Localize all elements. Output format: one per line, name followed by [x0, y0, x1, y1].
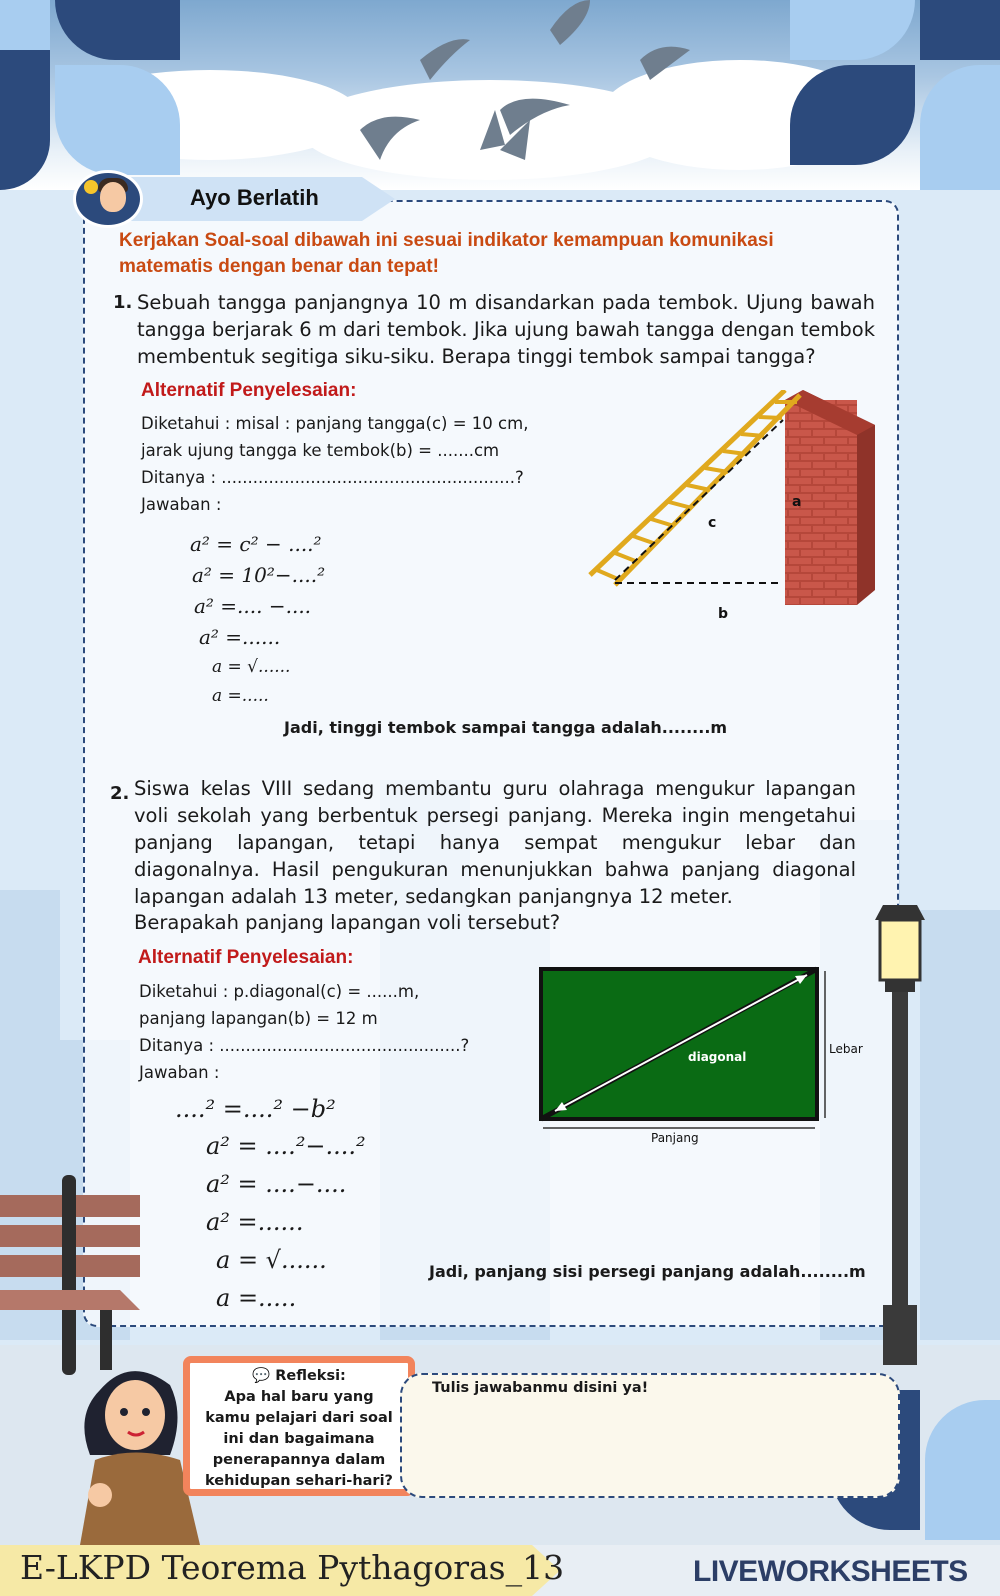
- q1-known2: jarak ujung tangga ke tembok(b) = .......cm: [141, 441, 500, 460]
- q2-alt-title: Alternatif Penyelesaian:: [138, 947, 354, 968]
- q2-known1: Diketahui : p.diagonal(c) = ......m,: [139, 982, 420, 1001]
- q2-conclusion: Jadi, panjang sisi persegi panjang adalah........m: [429, 1262, 866, 1281]
- q1-step: a² = 10²−....²: [192, 563, 326, 587]
- q1-step: a² =.... −....: [194, 594, 312, 618]
- q2-step: a = √......: [216, 1246, 327, 1274]
- liveworksheets-logo: LIVEWORKSHEETS: [693, 1555, 968, 1588]
- reflection-body: Apa hal baru yang kamu pelajari dari soal ini dan bagaimana penerapannya dalam kehidupan sehari-hari?: [205, 1389, 393, 1489]
- q1-step: a = √......: [212, 657, 291, 677]
- label-panjang: Panjang: [651, 1131, 699, 1145]
- label-c: c: [708, 515, 717, 531]
- instruction-text: Kerjakan Soal-soal dibawah ini sesuai indikator kemampuan komunikasi matematis dengan benar dan tepat!: [119, 230, 774, 277]
- q2-asked: Ditanya : ..............................................?: [139, 1036, 470, 1055]
- bench-illustration: [0, 1175, 140, 1375]
- q2-step: a² = ....²−....²: [206, 1132, 366, 1160]
- page-title: Ayo Berlatih: [190, 185, 319, 210]
- q2-answer-label: Jawaban :: [139, 1063, 220, 1082]
- field-figure: [535, 963, 835, 1139]
- reflection-card: [183, 1356, 415, 1496]
- q2-question: Berapakah panjang lapangan voli tersebut?: [134, 911, 561, 934]
- label-diagonal: diagonal: [688, 1050, 747, 1064]
- label-lebar: Lebar: [829, 1042, 863, 1056]
- q2-step: a² =......: [206, 1208, 304, 1236]
- q1-asked: Ditanya : ........................................................?: [141, 468, 524, 487]
- ladder-wall-figure: [585, 390, 875, 620]
- q2-text: Siswa kelas VIII sedang membantu guru olahraga mengukur lapangan voli sekolah yang berbentuk persegi panjang. Mereka ingin mengetahui panjang lapangan, tetapi hanya sempat mengukur lebar dan diagonalnya. Hasil pengukuran menunjukkan bahwa panjang diagonal lapangan adalah 13 meter, sedangkan panjangnya 12 meter.: [134, 777, 856, 908]
- q1-answer-label: Jawaban :: [141, 495, 222, 514]
- q1-step: a =.....: [212, 686, 269, 706]
- reflection-title: 💬 Refleksi:: [252, 1368, 346, 1384]
- q2-step: a² = ....−....: [206, 1170, 347, 1198]
- q1-number: 1.: [113, 292, 133, 313]
- birds-illustration: [230, 0, 790, 175]
- q1-step: a² =......: [199, 625, 281, 649]
- q1-conclusion: Jadi, tinggi tembok sampai tangga adalah........m: [284, 718, 728, 737]
- label-b: b: [718, 606, 729, 622]
- lightbulb-icon: [84, 180, 98, 194]
- q1-step: a² = c² − ....²: [190, 532, 322, 556]
- q1-alt-title: Alternatif Penyelesaian:: [141, 380, 357, 401]
- q1-text: Sebuah tangga panjangnya 10 m disandarkan pada tembok. Ujung bawah tangga berjarak 6 m dari tembok. Jika ujung bawah tangga dengan tembok membentuk segitiga siku-siku. Berapa tinggi tembok sampai tangga?: [137, 291, 875, 368]
- q2-step: a =.....: [216, 1284, 297, 1312]
- footer-title: E-LKPD Teorema Pythagoras_13: [20, 1548, 565, 1587]
- corner-decoration: [920, 0, 1000, 60]
- answer-hint: Tulis jawabanmu disini ya!: [432, 1380, 649, 1396]
- q1-known1: Diketahui : misal : panjang tangga(c) = 10 cm,: [141, 414, 529, 433]
- label-a: a: [792, 494, 802, 510]
- avatar-face: [100, 182, 126, 212]
- corner-decoration: [55, 65, 180, 175]
- q2-number: 2.: [110, 783, 130, 804]
- corner-decoration: [0, 0, 50, 50]
- q2-known2: panjang lapangan(b) = 12 m: [139, 1009, 378, 1028]
- q2-step: ....² =....² −b²: [175, 1095, 336, 1123]
- lamp-post-illustration: [865, 905, 935, 1365]
